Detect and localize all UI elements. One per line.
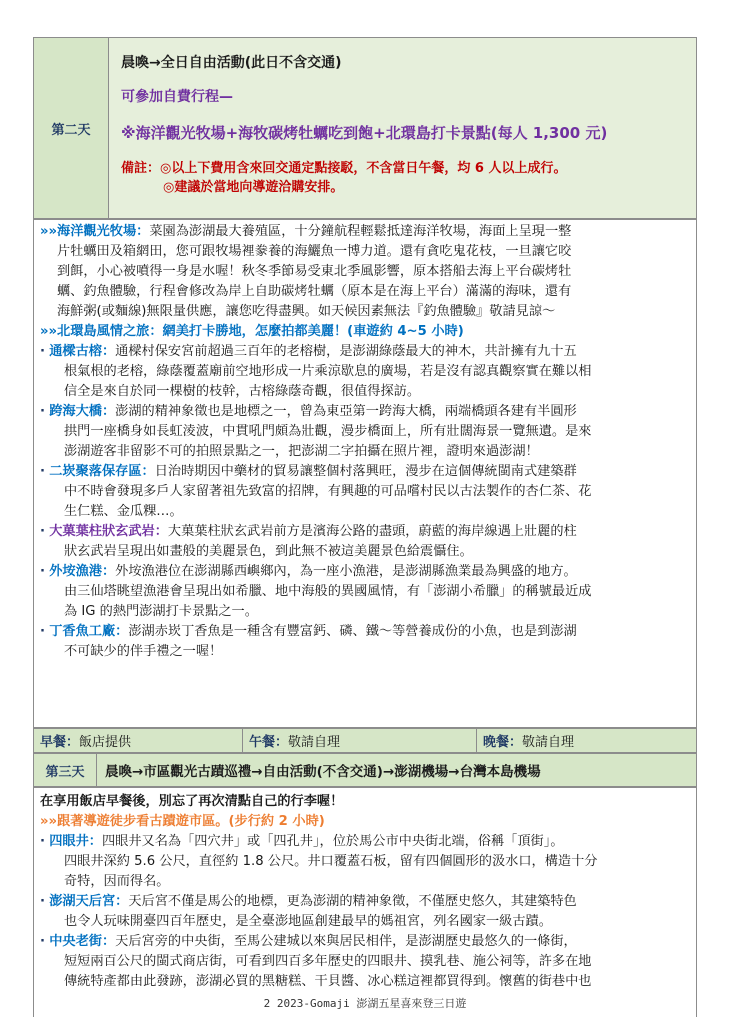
day2-body-table [33,219,697,728]
list-item [40,892,690,932]
guide-text: 跟著導遊徒步看古蹟遊市區。(步行約 2 小時) [57,814,325,829]
day3-header-table [33,753,697,787]
item-line: 傳統特產都由此發跡，澎湖必買的黑糖糕、干貝醬、冰心糕這裡都買得到。懷舊的街巷中也 [64,974,592,989]
item-line: 不可缺少的伴手禮之一喔！ [64,644,223,659]
guide-marker: »» [40,814,58,829]
list-item [40,462,690,522]
bullet-icon: · [40,564,46,579]
north-marker: »» [40,324,58,339]
day2-note [121,159,684,197]
item-line: 四眼井又名為「四穴井」或「四孔井」，位於馬公市中央街北端，俗稱「頂街」。 [101,834,564,849]
day2-body [34,220,697,728]
day2-note-line1: 備註：◎以上下費用含來回交通定點接駁，不含當日午餐，均 6 人以上成行。 [121,161,567,176]
item-line: 也令人玩味開臺四百年歷史，是全臺澎地區創建最早的媽祖宮，列名國家一級古蹟。 [64,914,552,929]
meal-dinner [477,729,697,753]
list-item [40,402,690,462]
day2-header-table [33,37,697,219]
day3-reminder: 在享用飯店早餐後，別忘了再次清點自己的行李喔！ [40,794,344,809]
bullet-icon: · [40,464,46,479]
lunch-label: 午餐： [249,735,289,750]
item-line: 狀玄武岩呈現出如畫般的美麗景色，到此無不被這美麗景色給震懾住。 [64,544,473,559]
item-line: 根氣根的老榕，綠蔭覆蓋廟前空地形成一片乘涼歇息的廣場，若是沒有認真觀察實在難以相 [64,364,592,379]
item-name: 四眼井： [49,834,102,849]
meal-breakfast [34,729,243,753]
dinner-value: 敬請自理 [522,735,575,750]
day2-label: 第二天 [34,38,109,219]
list-item [40,832,690,892]
item-name: 外垵漁港： [49,564,116,579]
ranch-line-0: 菜園為澎湖最大養殖區，十分鐘航程輕鬆抵達海洋牧場，海面上呈現一整 [149,224,572,239]
page-footer: 2 2023-Gomaji 澎湖五星喜來登三日遊 [263,997,467,1010]
ranch-line-2: 到餌，小心被噴得一身是水喔！秋冬季節易受東北季風影響，原本搭船去海上平台碳烤牡 [57,264,572,279]
item-line: 澎湖的精神象徵也是地標之一，曾為東亞第一跨海大橋，兩端橋頭各建有半圓形 [115,404,577,419]
day3-title: 晨喚→市區觀光古蹟巡禮→自由活動(不含交通)→澎湖機場→台灣本島機場 [97,754,697,787]
item-line: 天后宮不僅是馬公的地標，更為澎湖的精神象徵，不僅歷史悠久，其建築特色 [128,894,577,909]
lunch-value: 敬請自理 [288,735,341,750]
item-line: 澎湖遊客非留影不可的拍照景點之一，把澎湖二字拍攝在照片裡，證明來過澎湖！ [64,444,539,459]
item-name: 丁香魚工廠： [49,624,129,639]
north-name: 北環島風情之旅：網美打卡勝地，怎麼拍都美麗！(車遊約 4~5 小時) [57,324,464,339]
ranch-marker: »» [40,224,58,239]
item-name: 澎湖天后宮： [49,894,129,909]
day3-body [34,788,697,1018]
bullet-icon: · [40,894,46,909]
item-line: 四眼井深約 5.6 公尺，直徑約 1.8 公尺。井口覆蓋石板，留有四個圓形的汲水口，構造十分 [64,854,598,869]
item-name: 跨海大橋： [49,404,116,419]
meal-lunch [243,729,477,753]
day2-title: 晨喚→全日自由活動(此日不含交通) [121,55,342,71]
item-line: 大菓葉柱狀玄武岩前方是濱海公路的盡頭，蔚藍的海岸線遇上壯麗的柱 [167,524,577,539]
day2-header-content [109,38,697,219]
ranch-name: 海洋觀光牧場： [57,224,150,239]
bullet-icon: · [40,524,46,539]
day2-optional: 可參加自費行程— [121,89,233,105]
item-name: 通樑古榕： [49,344,116,359]
meals-table [33,728,697,753]
list-item [40,932,690,992]
north-heading [40,322,690,342]
day3-label: 第三天 [34,754,97,787]
item-name: 中央老街： [49,934,116,949]
bullet-icon: · [40,344,46,359]
breakfast-label: 早餐： [40,735,80,750]
item-line: 澎湖赤崁丁香魚是一種含有豐富鈣、磷、鐵～等營養成份的小魚，也是到澎湖 [128,624,577,639]
guide-heading [40,812,690,832]
ranch-line-3: 蠣、釣魚體驗，行程會修改為岸上自助碳烤牡蠣（原本是在海上平台）滿滿的海味，還有 [57,284,572,299]
bullet-icon: · [40,834,46,849]
bullet-icon: · [40,934,46,949]
item-line: 拱門一座橋身如長虹淩波，中貫吼門頗為壯觀，漫步橋面上，所有壯闊海景一覽無遺。是來 [64,424,592,439]
day3-body-table [33,787,697,1017]
list-item [40,342,690,402]
itinerary-page [33,37,697,1017]
item-line: 生仁糕、金瓜粿…。 [64,504,183,519]
item-line: 短短兩百公尺的閩式商店街，可看到四百多年歷史的四眼井、摸乳巷、施公祠等，許多在地 [64,954,592,969]
day2-optional-detail: ※海洋觀光牧場+海牧碳烤牡蠣吃到飽+北環島打卡景點(每人 1,300 元) [121,124,608,142]
ranch-paragraph [40,222,690,322]
item-line: 為 IG 的熱門澎湖打卡景點之一。 [64,604,258,619]
item-line: 信全是來自於同一棵樹的枝幹，古榕綠蔭奇觀，很值得探訪。 [64,384,421,399]
list-item [40,522,690,562]
item-name: 大菓葉柱狀玄武岩： [49,524,168,539]
ranch-line-1: 片牡蠣田及箱網田，您可跟牧場裡豢養的海鱺魚一博力道。還有貪吃鬼花枝，一旦讓它咬 [57,244,572,259]
breakfast-value: 飯店提供 [79,735,132,750]
list-item [40,622,690,662]
item-name: 二崁聚落保存區： [49,464,155,479]
list-item [40,562,690,622]
item-line: 奇特，因而得名。 [64,874,170,889]
ranch-line-4: 海鮮粥(或麵線)無限量供應，讓您吃得盡興。如天候因素無法『釣魚體驗』敬請見諒～ [57,304,556,319]
bullet-icon: · [40,404,46,419]
item-line: 中不時會發現多戶人家留著祖先致富的招牌，有興趣的可品嚐村民以古法製作的杏仁茶、花 [64,484,592,499]
bullet-icon: · [40,624,46,639]
dinner-label: 晚餐： [483,735,523,750]
item-line: 日治時期因中藥材的貿易讓整個村落興旺，漫步在這個傳統閩南式建築群 [154,464,577,479]
item-line: 天后宮旁的中央街，至馬公建城以來與居民相伴，是澎湖歷史最悠久的一條街， [115,934,577,949]
day2-note-line2: ◎建議於當地向導遊洽購安排。 [163,180,344,195]
item-line: 外垵漁港位在澎湖縣西嶼鄉內，為一座小漁港，是澎湖縣漁業最為興盛的地方。 [115,564,577,579]
item-line: 通樑村保安宮前超過三百年的老榕樹，是澎湖綠蔭最大的神木，共計擁有九十五 [115,344,577,359]
item-line: 由三仙塔眺望漁港會呈現出如希臘、地中海般的異國風情，有「澎湖小希臘」的稱號最近成 [64,584,592,599]
